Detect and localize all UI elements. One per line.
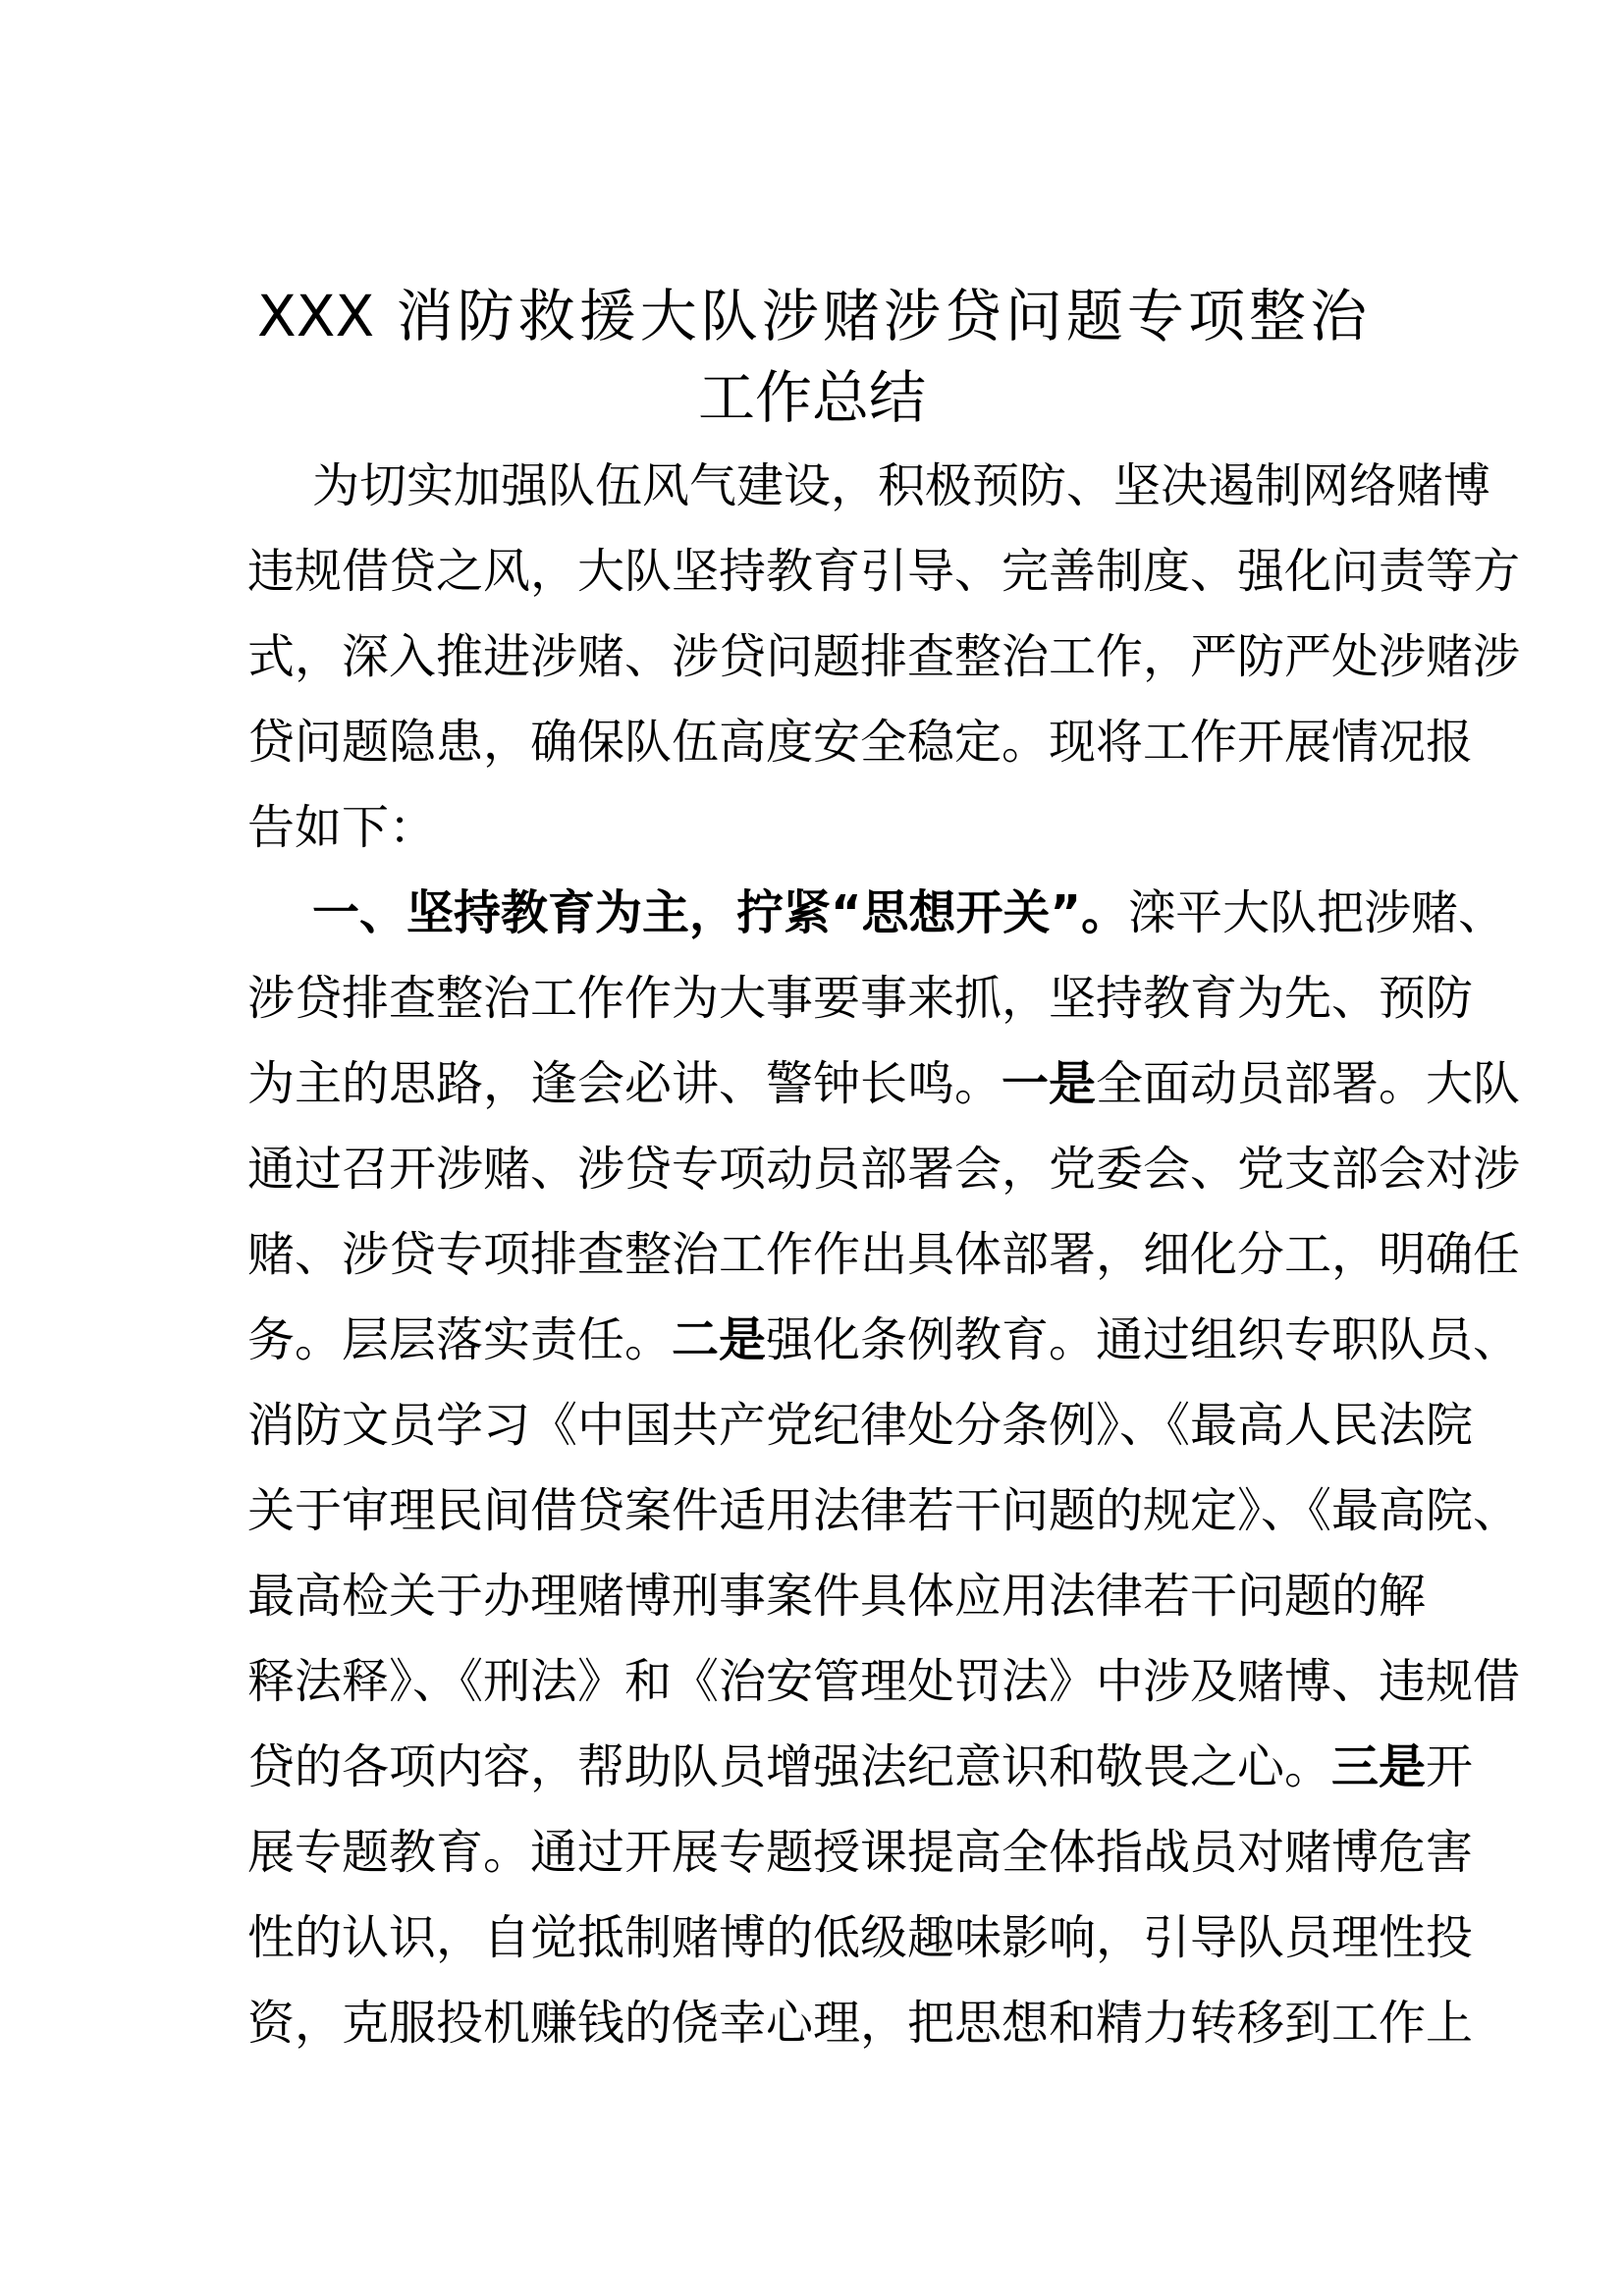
paragraph-line (247, 1818, 1474, 1887)
document-title-line-1: XXX 消防救援大队涉赌涉贷问题专项整治 (257, 283, 1367, 349)
body-text: 违规借贷之风，大队坚持教育引导、完善制度、强化问责等方 (247, 544, 1521, 599)
paragraph-line (247, 793, 1384, 862)
body-text: 式，深入推进涉赌、涉贷问题排查整治工作，严防严处涉赌涉 (247, 629, 1521, 684)
paragraph-line (247, 622, 1521, 691)
paragraph-line (247, 1049, 1521, 1118)
paragraph-line (247, 708, 1474, 776)
paragraph-line (247, 1135, 1521, 1203)
paragraph-line (312, 879, 1506, 947)
body-text: 涉贷排查整治工作作为大事要事来抓，坚持教育为先、预防 (247, 971, 1474, 1026)
body-text: 贷的各项内容，帮助队员增强法纪意识和敬畏之心。 (247, 1739, 1332, 1794)
body-text: 强化条例教育。通过组织专职队员、 (766, 1312, 1521, 1367)
body-text: 消防文员学习《中国共产党纪律处分条例》、《最高人民法院 (247, 1398, 1474, 1453)
body-text: 展专题教育。通过开展专题授课提高全体指战员对赌博危害 (247, 1825, 1474, 1880)
body-text: 释法释》、《刑法》和《治安管理处罚法》中涉及赌博、违规借 (247, 1654, 1521, 1709)
paragraph-line (247, 537, 1521, 606)
body-text: 全面动员部署。大队 (1096, 1056, 1521, 1111)
body-text: 赌、涉贷专项排查整治工作作出具体部署，细化分工，明确任 (247, 1227, 1521, 1282)
paragraph-line (247, 1989, 1474, 2057)
paragraph-line (247, 1733, 1474, 1801)
body-text: 为切实加强队伍风气建设，积极预防、坚决遏制网络赌博 (312, 458, 1491, 513)
bold-heading-text: 一、坚持教育为主，拧紧“思想开关”。 (312, 885, 1129, 940)
paragraph-line (247, 964, 1474, 1033)
body-text: 通过召开涉赌、涉贷专项动员部署会，党委会、党支部会对涉 (247, 1142, 1521, 1197)
body-text: 性的认识，自觉抵制赌博的低级趣味影响，引导队员理性投 (247, 1910, 1474, 1965)
paragraph-line (247, 1903, 1474, 1972)
paragraph-line (247, 1562, 1427, 1630)
body-text: 贷问题隐患，确保队伍高度安全稳定。现将工作开展情况报 (247, 715, 1474, 770)
bold-heading-text: 三是 (1331, 1739, 1427, 1794)
body-text: 最高检关于办理赌博刑事案件具体应用法律若干问题的解 (247, 1569, 1427, 1624)
body-text: 务。层层落实责任。 (247, 1312, 673, 1367)
paragraph-line (247, 1476, 1521, 1545)
paragraph-line (312, 452, 1491, 520)
bold-heading-text: 二是 (672, 1312, 767, 1367)
paragraph-line (247, 1391, 1474, 1460)
bold-heading-text: 一是 (1001, 1056, 1097, 1111)
document-title-line-2: 工作总结 (697, 364, 926, 431)
paragraph-line (247, 1306, 1521, 1374)
body-text: 滦平大队把涉赌、 (1128, 885, 1506, 940)
body-text: 为主的思路，逢会必讲、警钟长鸣。 (247, 1056, 1002, 1111)
body-text: 告如下： (247, 800, 437, 855)
body-text: 关于审理民间借贷案件适用法律若干问题的规定》、《最高院、 (247, 1483, 1521, 1538)
body-text: 资，克服投机赚钱的侥幸心理，把思想和精力转移到工作上 (247, 1996, 1474, 2051)
paragraph-line (247, 1647, 1521, 1716)
paragraph-line (247, 1220, 1521, 1289)
body-text: 开 (1426, 1739, 1474, 1794)
